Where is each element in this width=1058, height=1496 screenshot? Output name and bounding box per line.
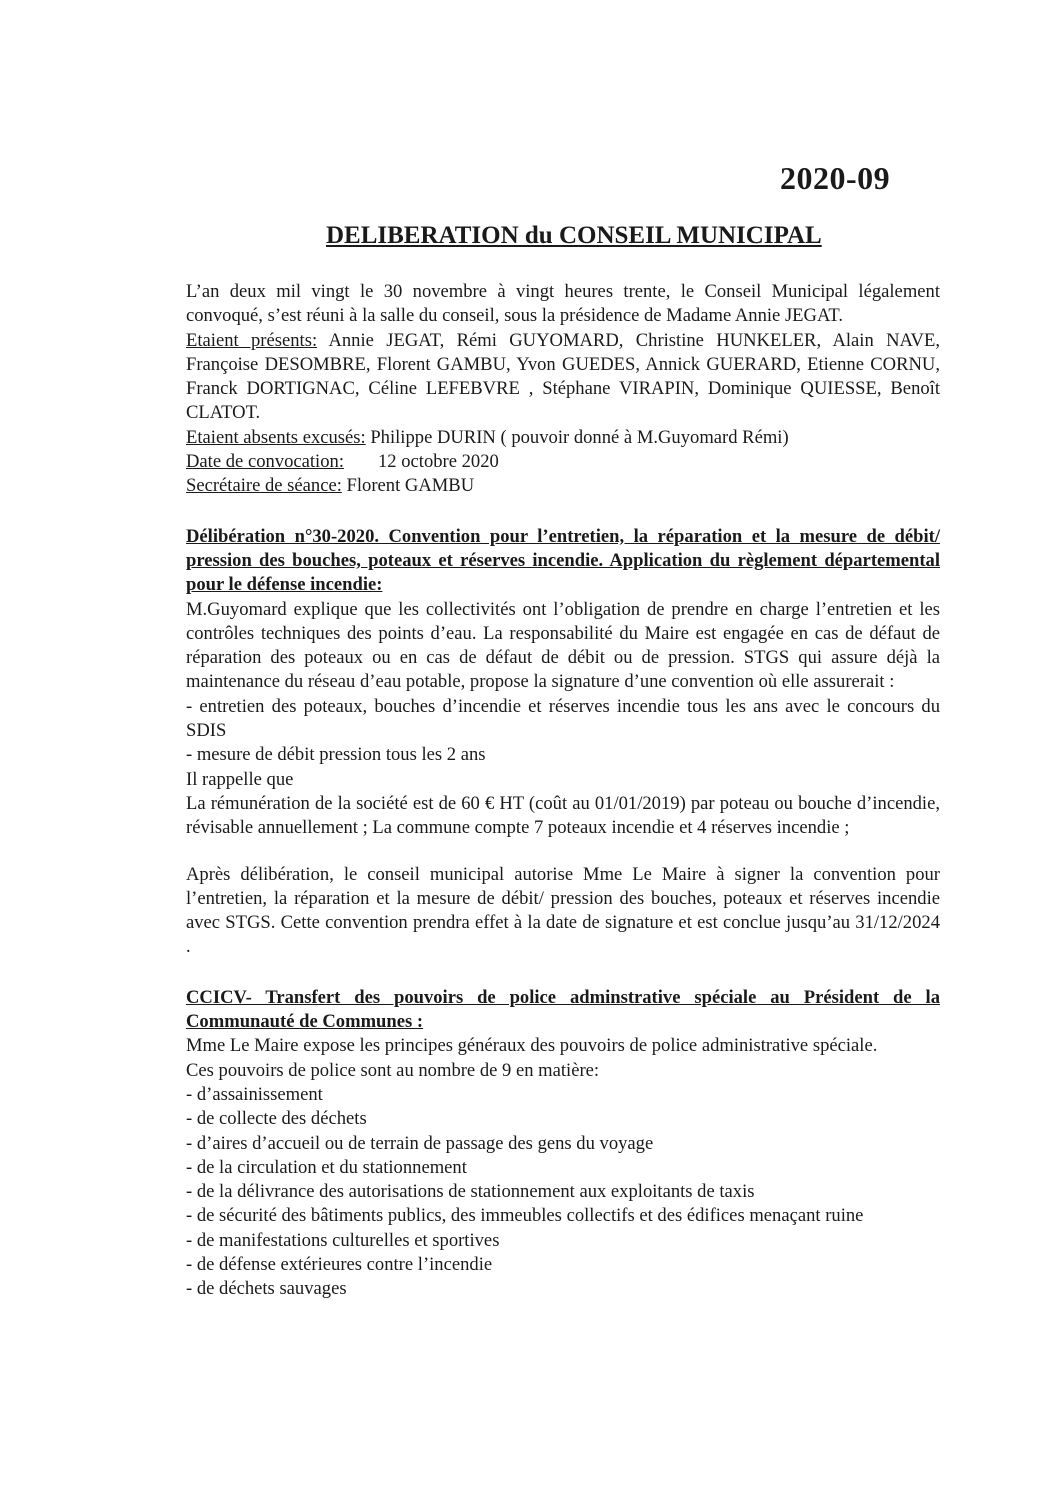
secretary-value: Florent GAMBU	[341, 475, 475, 497]
deliberation-30-heading: Délibération n°30-2020. Convention pour l’entretien, la réparation et la mesure de débit/ pression des bouches, poteaux et réserves incendie. Application du règlement départemental pour le défense incendie:	[186, 525, 940, 596]
convocation-line	[186, 450, 940, 474]
ccicv-item: - de collecte des déchets	[186, 1108, 367, 1130]
document-body	[186, 280, 940, 1302]
absents-line	[186, 426, 940, 450]
deliberation-30-recall: Il rappelle que	[186, 768, 294, 790]
absents-value: Philippe DURIN ( pouvoir donné à M.Guyomard Rémi)	[365, 426, 789, 448]
ccicv-count: Ces pouvoirs de police sont au nombre de 9 en matière:	[186, 1059, 600, 1081]
ccicv-item: - d’aires d’accueil ou de terrain de passage des gens du voyage	[186, 1132, 654, 1154]
ccicv-exposition: Mme Le Maire expose les principes généraux des pouvoirs de police administrative spéciale.	[186, 1035, 878, 1057]
deliberation-30-item: - mesure de débit pression tous les 2 ans	[186, 744, 486, 766]
intro-paragraph: L’an deux mil vingt le 30 novembre à vingt heures trente, le Conseil Municipal légalement convoqué, s’est réuni à la salle du conseil, sous la présidence de Madame Annie JEGAT.	[186, 281, 940, 327]
ccicv-item: - de la circulation et du stationnement	[186, 1156, 467, 1178]
deliberation-30-decision: Après délibération, le conseil municipal autorise Mme Le Maire à signer la convention pour l’entretien, la réparation et la mesure de débit/ pression des bouches, poteaux et réserves incendie avec STGS. Cette convention prendra effet à la date de signature et est conclue jusqu’au 31/12/2024 .	[186, 863, 940, 958]
convocation-value: 12 octobre 2020	[377, 451, 499, 473]
deliberation-30-remuneration: La rémunération de la société est de 60 € HT (coût au 01/01/2019) par poteau ou bouche d’incendie, révisable annuellement ; La commune compte 7 poteaux incendie et 4 réserves incendie ;	[186, 792, 940, 839]
presents-label: Etaient présents:	[186, 329, 318, 351]
secretary-label: Secrétaire de séance:	[186, 475, 342, 497]
convocation-label: Date de convocation:	[186, 451, 344, 473]
deliberation-30-item: - entretien des poteaux, bouches d’incendie et réserves incendie tous les ans avec le concours du SDIS	[186, 695, 940, 742]
ccicv-item: - d’assainissement	[186, 1083, 323, 1105]
ccicv-item: - de sécurité des bâtiments publics, des immeubles collectifs et des édifices menaçant ruine	[186, 1205, 864, 1227]
document-title: DELIBERATION du CONSEIL MUNICIPAL	[326, 222, 822, 249]
presents-line	[186, 329, 940, 426]
ccicv-item: - de manifestations culturelles et sportives	[186, 1229, 500, 1251]
ccicv-item: - de déchets sauvages	[186, 1278, 347, 1300]
secretary-line	[186, 474, 940, 498]
deliberation-reference: 2020-09	[780, 160, 891, 196]
presents-value: Annie JEGAT, Rémi GUYOMARD, Christine HUNKELER, Alain NAVE, Françoise DESOMBRE, Florent GAMBU, Yvon GUEDES, Annick GUERARD, Etienne CORNU, Franck DORTIGNAC, Céline LEFEBVRE , Stéphane VIRAPIN, Dominique QUIESSE, Benoît CLATOT.	[186, 329, 940, 424]
deliberation-30-explanation: M.Guyomard explique que les collectivités ont l’obligation de prendre en charge l’entretien et les contrôles techniques des points d’eau. La responsabilité du Maire est engagée en cas de défaut de réparation des poteaux ou en cas de défaut de débit ou de pression. STGS qui assure déjà la maintenance du réseau d’eau potable, propose la signature d’une convention où elle assurerait :	[186, 598, 940, 693]
ccicv-item: - de la délivrance des autorisations de stationnement aux exploitants de taxis	[186, 1181, 755, 1203]
absents-label: Etaient absents excusés:	[186, 426, 366, 448]
ccicv-heading: CCICV- Transfert des pouvoirs de police adminstrative spéciale au Président de la Communauté de Communes :	[186, 986, 940, 1033]
ccicv-item: - de défense extérieures contre l’incendie	[186, 1253, 493, 1275]
